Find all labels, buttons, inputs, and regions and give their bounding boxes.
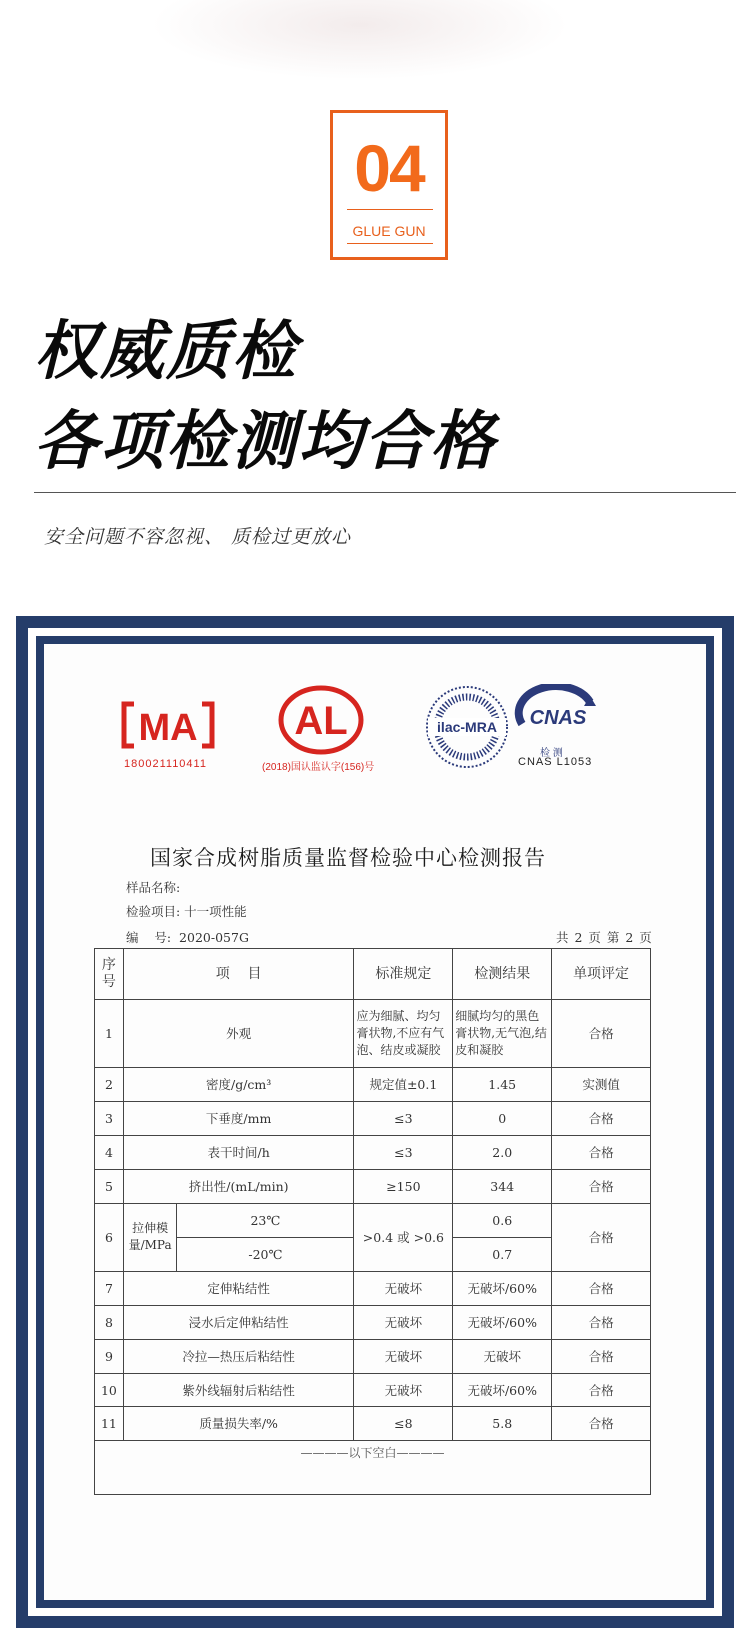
badge-divider (347, 209, 433, 210)
test-items: 检验项目: 十一项性能 (126, 904, 247, 919)
table-row (95, 1271, 651, 1305)
row-evaluation: 合格 (552, 1000, 651, 1068)
divider (34, 492, 736, 493)
page-count: 共 2 页 第 2 页 (556, 930, 653, 945)
row-standard: ≥150 (354, 1170, 453, 1204)
row-result: 344 (453, 1170, 552, 1204)
header-evaluation: 单项评定 (552, 949, 651, 1000)
header-item: 项 目 (123, 949, 354, 1000)
row-evaluation: 合格 (552, 1271, 651, 1305)
report-number: 编 号: 2020-057G (126, 930, 249, 945)
row-evaluation: 合格 (552, 1170, 651, 1204)
row-standard: 无破坏 (354, 1305, 453, 1339)
table-row (95, 1136, 651, 1170)
row-result: 0.7 (453, 1237, 552, 1271)
row-no: 5 (95, 1170, 124, 1204)
row-evaluation: 合格 (552, 1373, 651, 1407)
row-standard: ≤3 (354, 1136, 453, 1170)
row-no: 1 (95, 1000, 124, 1068)
row-result: 2.0 (453, 1136, 552, 1170)
row-item: 定伸粘结性 (123, 1271, 354, 1305)
row-subitem: -20℃ (177, 1237, 354, 1271)
ilac-text: ilac-MRA (437, 719, 497, 735)
cnas-caption-cn: 检 测 (540, 748, 563, 759)
row-evaluation: 合格 (552, 1339, 651, 1373)
row-no: 10 (95, 1373, 124, 1407)
table-row (95, 1000, 651, 1068)
row-result: 0 (453, 1102, 552, 1136)
table-row (95, 1170, 651, 1204)
row-evaluation: 合格 (552, 1102, 651, 1136)
row-result: 细腻均匀的黑色膏状物,无气泡,结皮和凝胶 (453, 1000, 552, 1068)
row-standard: 无破坏 (354, 1271, 453, 1305)
cal-logo (276, 684, 366, 756)
cal-number: (2018)国认监认字(156)号 (262, 762, 375, 773)
cma-text: MA (138, 707, 198, 749)
results-table (94, 948, 651, 1495)
subtitle: 安全问题不容忽视、 质检过更放心 (44, 526, 352, 548)
ilac-mra-logo (424, 684, 510, 770)
row-no: 4 (95, 1136, 124, 1170)
section-number: 04 (354, 131, 424, 205)
row-no: 8 (95, 1305, 124, 1339)
row-item: 冷拉—热压后粘结性 (123, 1339, 354, 1373)
row-result: 无破坏/60% (453, 1305, 552, 1339)
row-item: 密度/g/cm³ (123, 1068, 354, 1102)
row-no: 7 (95, 1271, 124, 1305)
row-subitem: 23℃ (177, 1203, 354, 1237)
report-title: 国家合成树脂质量监督检验中心检测报告 (150, 846, 546, 870)
section-badge (330, 110, 448, 260)
section-label: GLUE GUN (352, 223, 426, 239)
row-no: 3 (95, 1102, 124, 1136)
table-end-row (95, 1441, 651, 1495)
table-header-row (95, 949, 651, 1000)
row-item: 紫外线辐射后粘结性 (123, 1373, 354, 1407)
row-standard: ≤3 (354, 1102, 453, 1136)
row-no: 2 (95, 1068, 124, 1102)
row-item: 浸水后定伸粘结性 (123, 1305, 354, 1339)
row-item: 挤出性/(mL/min) (123, 1170, 354, 1204)
table-row (95, 1203, 651, 1237)
row-result: 1.45 (453, 1068, 552, 1102)
cma-number: 180021110411 (124, 758, 207, 770)
row-result: 5.8 (453, 1407, 552, 1441)
row-item: 质量损失率/% (123, 1407, 354, 1441)
badge-divider (347, 243, 433, 244)
cma-logo (120, 698, 216, 752)
cnas-text: CNAS (529, 707, 587, 729)
row-evaluation: 合格 (552, 1305, 651, 1339)
row-result: 无破坏/60% (453, 1373, 552, 1407)
row-evaluation: 合格 (552, 1203, 651, 1271)
row-item: 下垂度/mm (123, 1102, 354, 1136)
cnas-logo (512, 684, 602, 746)
row-standard: ≤8 (354, 1407, 453, 1441)
row-result: 0.6 (453, 1203, 552, 1237)
table-row (95, 1102, 651, 1136)
table-row (95, 1305, 651, 1339)
table-row (95, 1407, 651, 1441)
row-result: 无破坏/60% (453, 1271, 552, 1305)
row-evaluation: 合格 (552, 1136, 651, 1170)
row-standard: 规定值±0.1 (354, 1068, 453, 1102)
row-standard: 无破坏 (354, 1373, 453, 1407)
row-evaluation: 实测值 (552, 1068, 651, 1102)
row-no: 9 (95, 1339, 124, 1373)
table-row (95, 1068, 651, 1102)
row-no: 6 (95, 1203, 124, 1271)
row-standard: 应为细腻、均匀膏状物,不应有气泡、结皮或凝胶 (354, 1000, 453, 1068)
row-standard: >0.4 或 >0.6 (354, 1203, 453, 1271)
header-result: 检测结果 (453, 949, 552, 1000)
header-no: 序号 (95, 949, 124, 1000)
table-row (95, 1373, 651, 1407)
table-row (95, 1339, 651, 1373)
headline-line1: 权威质检 (34, 315, 298, 389)
end-note: ————以下空白———— (95, 1441, 651, 1495)
cnas-number: CNAS L1053 (518, 756, 593, 768)
row-standard: 无破坏 (354, 1339, 453, 1373)
row-result: 无破坏 (453, 1339, 552, 1373)
headline-line2: 各项检测均合格 (34, 405, 496, 479)
sample-name: 样品名称: (126, 880, 181, 895)
top-decoration (150, 0, 570, 80)
row-item: 外观 (123, 1000, 354, 1068)
row-group: 拉伸模量/MPa (123, 1203, 177, 1271)
row-item: 表干时间/h (123, 1136, 354, 1170)
cal-text: AL (294, 699, 348, 743)
row-evaluation: 合格 (552, 1407, 651, 1441)
row-no: 11 (95, 1407, 124, 1441)
header-standard: 标准规定 (354, 949, 453, 1000)
